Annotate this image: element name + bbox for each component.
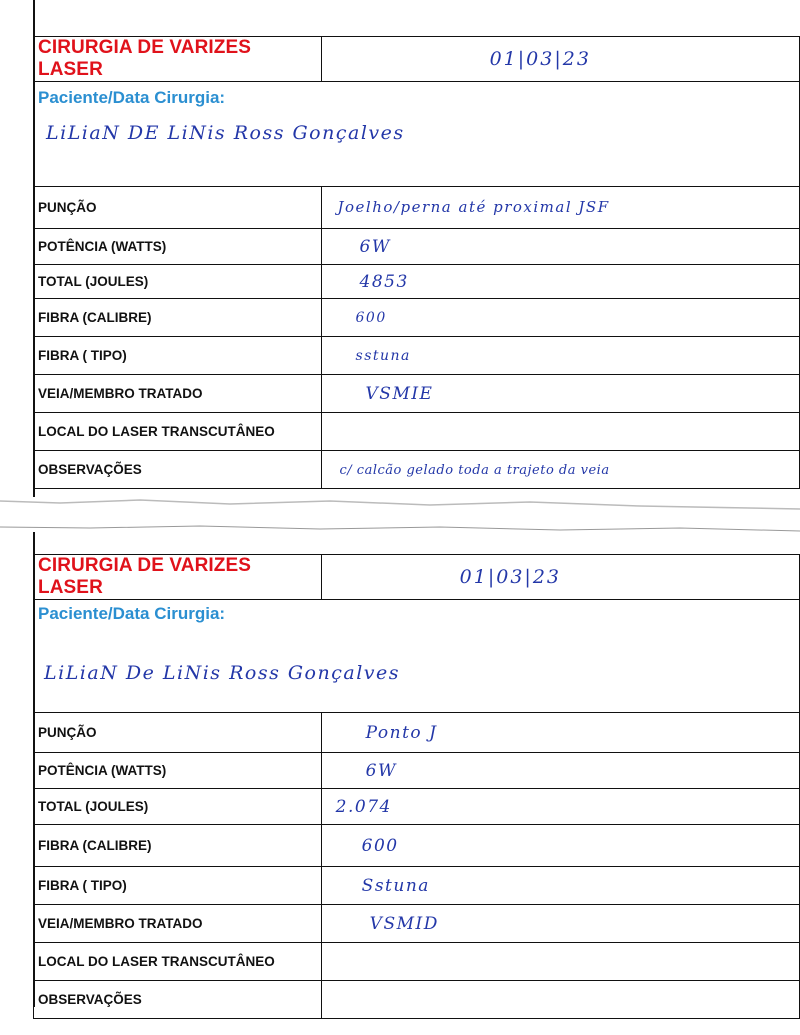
field-value-puncao: Ponto J (365, 722, 438, 743)
field-label-local-laser: LOCAL DO LASER TRANSCUTÂNEO (34, 413, 322, 451)
field-label-puncao: PUNÇÃO (34, 187, 322, 229)
field-value-cell (321, 337, 799, 375)
field-label-puncao: PUNÇÃO (34, 713, 322, 753)
field-value-cell (321, 187, 799, 229)
field-value-veia-membro: VSMIE (365, 383, 434, 404)
field-value-cell (321, 713, 799, 753)
field-label-potencia: POTÊNCIA (WATTS) (34, 229, 322, 265)
field-label-veia-membro: VEIA/MEMBRO TRATADO (34, 905, 322, 943)
surgery-date: 01|03|23 (489, 48, 591, 70)
field-value-puncao: Joelho/perna até proximal JSF (337, 198, 610, 216)
field-value-observacoes (321, 981, 799, 1019)
field-label-observacoes: OBSERVAÇÕES (34, 451, 322, 489)
form-table-1 (33, 36, 800, 489)
torn-edge-graphic (0, 497, 800, 533)
field-value-veia-membro: VSMID (369, 913, 439, 934)
field-label-total: TOTAL (JOULES) (34, 789, 322, 825)
field-label-fibra-tipo: FIBRA ( TIPO) (34, 867, 322, 905)
field-label-veia-membro: VEIA/MEMBRO TRATADO (34, 375, 322, 413)
field-value-total: 2.074 (335, 796, 392, 817)
field-value-observacoes: c/ calcão gelado toda a trajeto da veia (339, 462, 610, 478)
field-value-cell (321, 825, 799, 867)
patient-name: LiLiaN De LiNis Ross Gonçalves (44, 662, 400, 684)
torn-edge-divider (0, 497, 800, 533)
form-table-2 (33, 554, 800, 1019)
field-value-cell (321, 375, 799, 413)
field-value-cell (321, 753, 799, 789)
field-value-cell (321, 265, 799, 299)
patient-label: Paciente/Data Cirurgia: (38, 604, 226, 623)
field-value-fibra-calibre: 600 (361, 835, 399, 856)
field-value-cell (321, 299, 799, 337)
field-value-local-laser (321, 943, 799, 981)
surgery-date-cell (321, 555, 799, 600)
patient-label: Paciente/Data Cirurgia: (38, 88, 226, 107)
field-label-fibra-calibre: FIBRA (CALIBRE) (34, 825, 322, 867)
field-value-total: 4853 (359, 271, 409, 292)
field-label-observacoes: OBSERVAÇÕES (34, 981, 322, 1019)
patient-cell (34, 82, 800, 187)
field-value-fibra-tipo: Sstuna (361, 875, 430, 896)
field-value-potencia: 6W (359, 236, 391, 257)
field-value-cell (321, 229, 799, 265)
field-value-fibra-calibre: 600 (355, 309, 387, 326)
patient-name: LiLiaN DE LiNis Ross Gonçalves (46, 122, 405, 144)
field-label-potencia: POTÊNCIA (WATTS) (34, 753, 322, 789)
field-label-total: TOTAL (JOULES) (34, 265, 322, 299)
field-value-cell (321, 789, 799, 825)
patient-cell (34, 600, 800, 713)
field-value-local-laser (321, 413, 799, 451)
form-title: CIRURGIA DE VARIZES LASER (34, 555, 322, 600)
field-value-cell (321, 867, 799, 905)
field-value-potencia: 6W (365, 760, 397, 781)
field-label-local-laser: LOCAL DO LASER TRANSCUTÂNEO (34, 943, 322, 981)
form-sheet-2 (33, 532, 800, 1007)
field-value-fibra-tipo: sstuna (355, 347, 411, 364)
form-title: CIRURGIA DE VARIZES LASER (34, 37, 322, 82)
field-label-fibra-calibre: FIBRA (CALIBRE) (34, 299, 322, 337)
field-value-cell (321, 905, 799, 943)
field-label-fibra-tipo: FIBRA ( TIPO) (34, 337, 322, 375)
field-value-cell (321, 451, 799, 489)
surgery-date: 01|03|23 (459, 566, 561, 588)
form-sheet-1 (33, 0, 800, 497)
surgery-date-cell (321, 37, 799, 82)
